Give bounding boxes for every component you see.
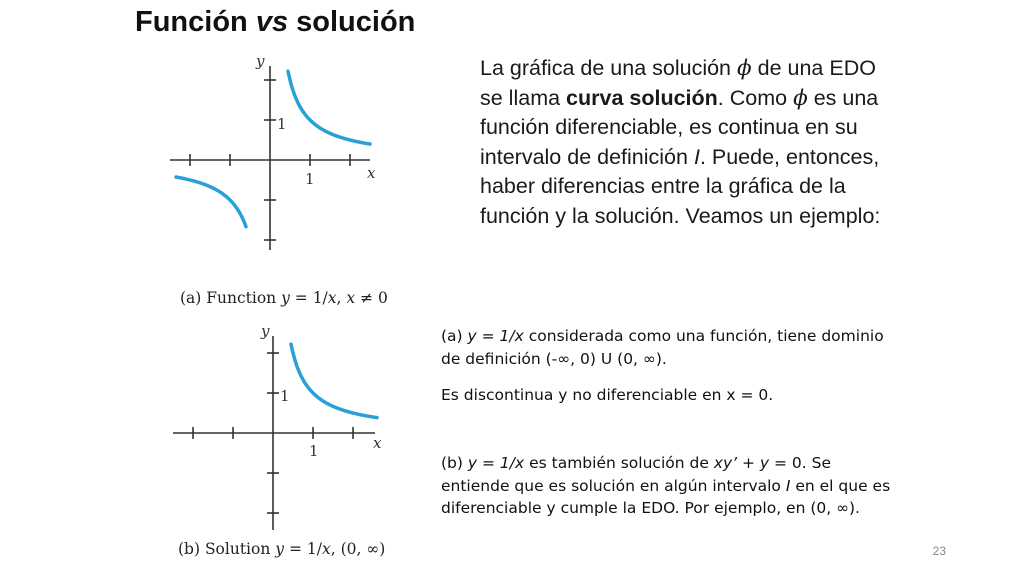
fig-b-x-tick-label: 1 <box>309 442 319 460</box>
fig-b-curve-positive <box>291 344 377 418</box>
slide-title: Función vs solución <box>135 6 416 38</box>
note-a: (a) y = 1/x considerada como una función, tiene dominio de definición (-∞, 0) U (0, ∞). <box>441 327 884 368</box>
note-a-discontinuity: Es discontinua y no diferenciable en x = 0. <box>441 386 774 404</box>
fig-a-y-tick-label: 1 <box>277 115 287 133</box>
slide-number: 23 <box>932 544 946 558</box>
fig-b-x-axis-label: x <box>373 434 382 452</box>
note-b: (b) y = 1/x es también solución de xy’ + y = 0. Se entiende que es solución en algún intervalo I en el que es diferenciable y cumple la EDO. Por ejemplo, en (0, ∞). <box>441 454 891 517</box>
fig-a-curve-negative <box>176 177 246 227</box>
fig-b-y-axis-label: y <box>261 322 270 340</box>
phi-symbol: ϕ <box>736 56 752 81</box>
phi-symbol: ϕ <box>793 85 808 111</box>
fig-b-y-tick-label: 1 <box>280 387 290 405</box>
figure-a-caption: (a) Function y = 1/x, x ≠ 0 <box>180 289 388 307</box>
figure-a-graph <box>165 50 390 270</box>
fig-a-x-axis-label: x <box>367 164 376 182</box>
figure-b-caption: (b) Solution y = 1/x, (0, ∞) <box>178 540 386 558</box>
main-paragraph: La gráfica de una solución ϕ de una EDO se llama curva solución. Como ϕ es una función diferenciable, es continua en su intervalo de definición I. Puede, entonces, haber diferencias entre la gráfica de la función y la solución. Veamos un ejemplo: <box>480 56 881 228</box>
fig-a-x-tick-label: 1 <box>305 170 315 188</box>
fig-a-y-axis-label: y <box>256 52 265 70</box>
figure-b-graph <box>165 318 390 540</box>
fig-a-curve-positive <box>288 71 370 144</box>
